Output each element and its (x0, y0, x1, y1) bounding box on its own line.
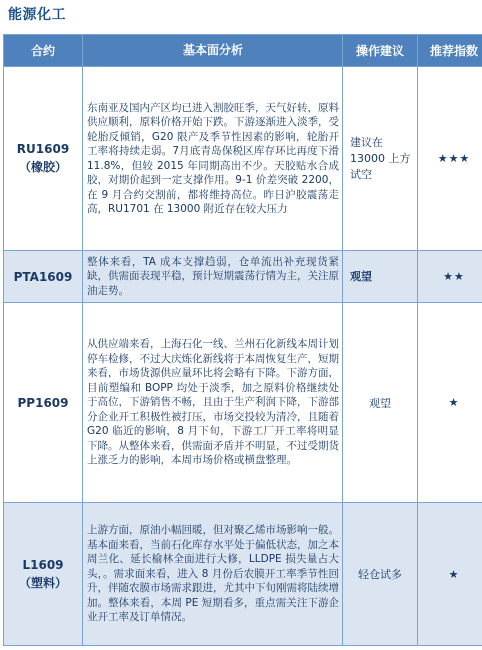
analysis-cell: 上游方面，原油小幅回暖，但对聚乙烯市场影响一般。基本面来看，当前石化库存水平处于偏低状态，加之本周兰化、延长榆林全面进行大修，LLDPE 损失量占大头，。需求面来看，进入 8 月份后农膜开工率季节性回升，伴随农膜市场需求跟进，尤其中下旬刚需将陆续增加。整体来看，本周 PE 短期看多，重点需关注下游企业开工率及订单情况。 (83, 503, 343, 646)
header-contract: 合约 (4, 35, 83, 67)
header-advice: 操作建议 (343, 35, 418, 67)
advice-cell: 轻仓试多 (343, 503, 418, 646)
contract-code: RU1609 (16, 142, 70, 156)
contract-cell (4, 303, 83, 503)
contract-code: L1609 (22, 557, 64, 572)
analysis-cell: 东南亚及国内产区均已进入割胶旺季，天气好转，原料供应顺利，原料价格开始下跌。下游逐渐进入淡季，受轮胎反倾销，G20 限产及季节性因素的影响，轮胎开工率将持续走弱。7月底青岛保税区库存环比再度下滑 11.8%，但较 2015 年同期高出不少。天胶贴水合成胶，对期价起到一定支撑作用。9-1 价差突破 2200，在 9 月合约交割前，都将维持高位。昨日沪胶震荡走高，RU1701 在 13000 附近存在较大压力 (83, 67, 343, 251)
header-rating: 推荐指数 (418, 35, 482, 67)
contract-cell (4, 251, 83, 303)
table-row (4, 67, 482, 251)
table-row (4, 303, 482, 503)
header-analysis: 基本面分析 (83, 35, 343, 67)
futures-analysis-table (3, 34, 482, 646)
analysis-cell: 从供应端来看，上海石化一线、兰州石化新线本周计划停车检修，不过大庆炼化新线将于本周恢复生产，短期来看，市场货源供应量环比将会略有下降。下游方面，目前塑编和 BOPP 均处于淡季，加之原料价格继续处于高位，下游销售不畅，且由于生产利润下降，下游部分企业开工积极性被打压，市场交投较为清冷，且随着 G20 临近的影响，8 月下旬，下游工厂开工率将明显下降。从整体来看，供需面矛盾并不明显，不过受期货上涨乏力的影响，本周市场价格或横盘整理。 (83, 303, 343, 503)
rating-stars: ★★ (418, 251, 482, 303)
table-row (4, 503, 482, 646)
section-title: 能源化工 (8, 7, 66, 23)
contract-name: （塑料） (18, 575, 67, 590)
contract-cell (4, 503, 83, 646)
contract-cell (4, 67, 83, 251)
analysis-cell: 整体来看，TA 成本支撑趋弱，仓单流出补充现货紧缺，供需面表现平稳，预计短期震荡行情为主，关注原油走势。 (83, 251, 343, 303)
rating-stars: ★ (418, 503, 482, 646)
contract-name: （橡胶） (18, 160, 67, 174)
rating-stars: ★★★ (418, 67, 482, 251)
advice-cell: 观望 (343, 303, 418, 503)
advice-cell: 建议在 13000 上方试空 (343, 67, 418, 251)
advice-cell: 观望 (343, 251, 418, 303)
table-row (4, 251, 482, 303)
table-header-row (4, 35, 482, 67)
rating-stars: ★ (418, 303, 482, 503)
contract-code: PP1609 (17, 395, 69, 410)
contract-code: PTA1609 (13, 269, 73, 284)
